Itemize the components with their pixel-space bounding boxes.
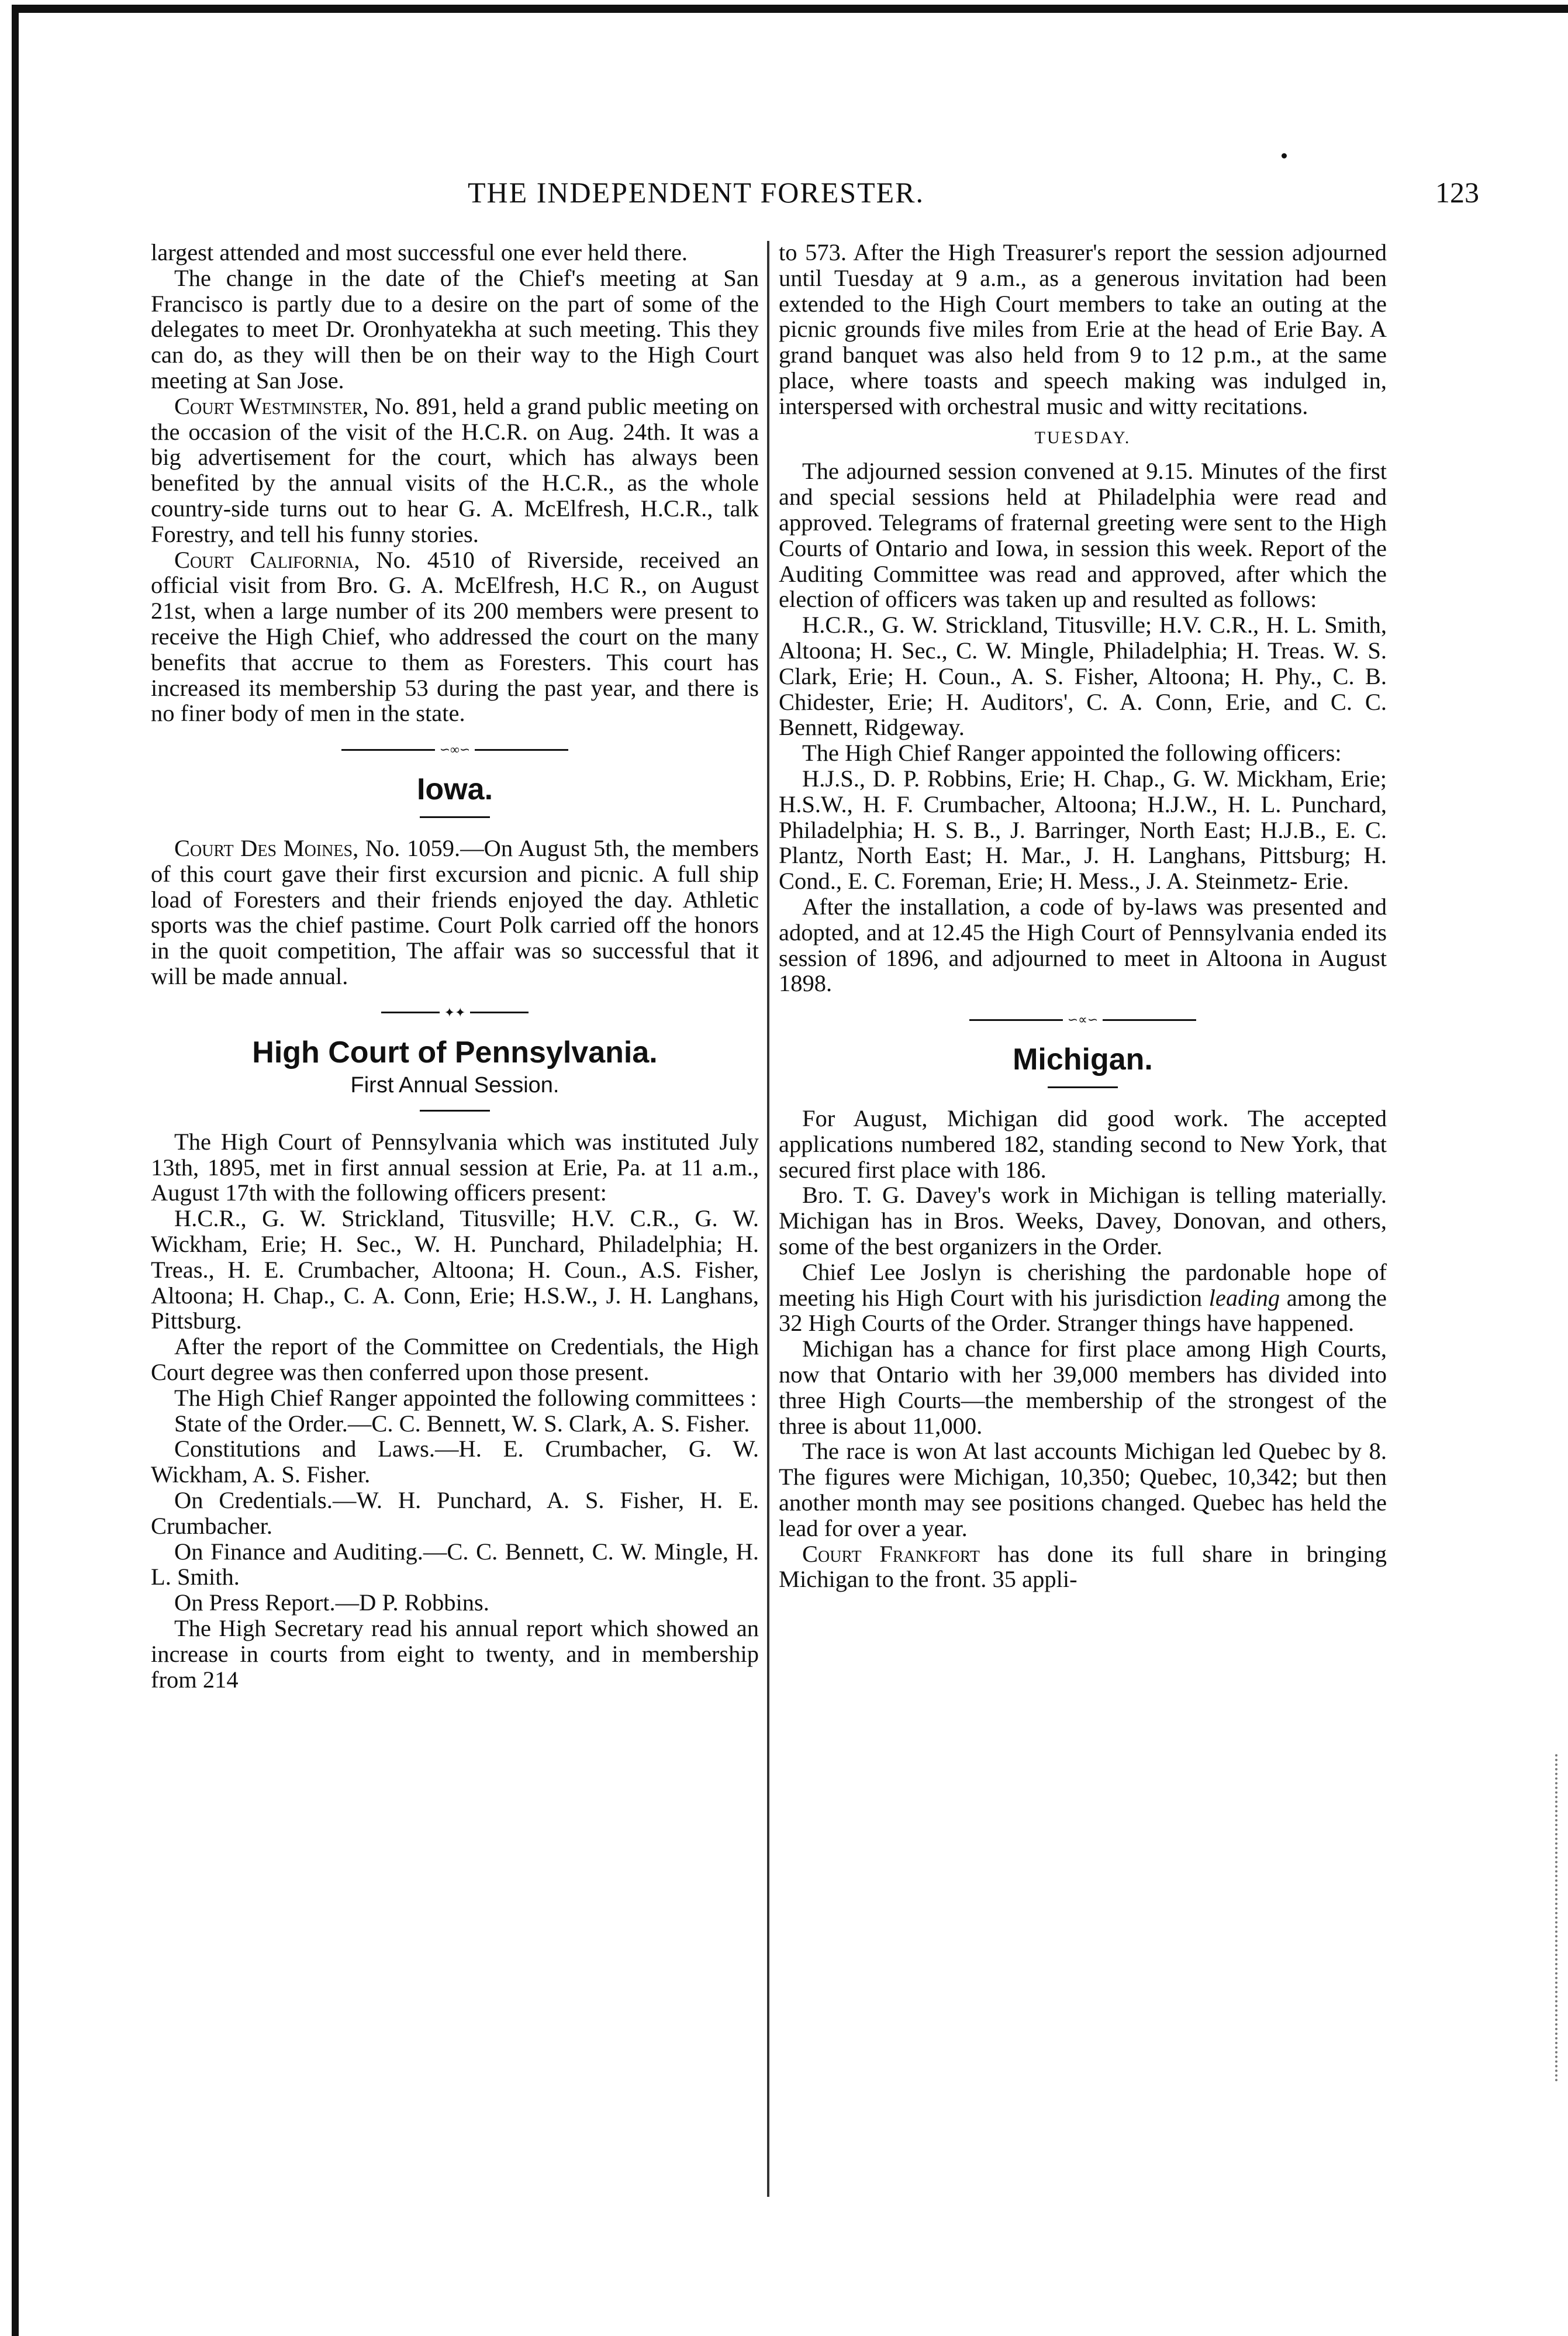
paragraph: H.J.S., D. P. Robbins, Erie; H. Chap., G. W. Mickham, Erie; H.S.W., H. F. Crumbacher, Altoona; H.J.W., H. L. Punchard, Philadelphia; H. S. B., J. Barringer, North East; H.J.B., E. C. Plantz, North East; H. Mar., J. H. Langhans, Pittsburg; H. Cond., E. C. Foreman, Erie; H. Mess., J. A. Steinmetz- Erie. xyxy=(779,765,1387,895)
title-rule xyxy=(1048,1086,1118,1088)
paragraph: Bro. T. G. Davey's work in Michigan is telling materially. Michigan has in Bros. Weeks, Davey, Donovan, and others, some of the best organizers in the Order. xyxy=(779,1182,1387,1260)
page-number: 123 xyxy=(1435,176,1479,209)
ink-dot xyxy=(1282,153,1287,158)
paragraph: For August, Michigan did good work. The accepted applications numbered 182, standing second to New York, that secured first place with 186. xyxy=(779,1105,1387,1183)
paragraph-text: has done its full share in bringing Michigan to the front. 35 appli- xyxy=(779,1540,1387,1593)
paragraph: The High Chief Ranger appointed the following officers: xyxy=(802,740,1342,767)
paragraph: H.C.R., G. W. Strickland, Titusville; H.V. C.R., G. W. Wickham, Erie; H. Sec., W. H. Punchard, Philadelphia; H. Treas., H. E. Crumbacher, Altoona; H. Coun., A.S. Fisher, Altoona; H. Chap., C. A. Conn, Erie; H.S.W., J. H. Langhans, Pittsburg. xyxy=(151,1205,759,1334)
page-left-border xyxy=(12,5,19,2336)
ornament-mark: ✦✦ xyxy=(444,1005,466,1020)
title-rule xyxy=(420,816,490,818)
paragraph xyxy=(779,1260,1387,1336)
section-ornament xyxy=(151,737,759,761)
court-name: Court Westminster, xyxy=(174,392,369,419)
paragraph-text: No. 1059.—On August 5th, the members of this court gave their first excursion and picnic. A full ship load of Foresters and their friends enjoyed the day. Athletic sports was the chief pastime. Court Polk carried off the honors in the quoit competition, The affair was so successful that it will be made annual. xyxy=(151,835,759,990)
paragraph: On Credentials.—W. H. Punchard, A. S. Fisher, H. E. Crumbacher. xyxy=(151,1486,759,1539)
paragraph-text: No. 4510 of Riverside, received an official visit from Bro. G. A. McElfresh, H.C R., on August 21st, when a large number of its 200 members were present to receive the High Chief, who addressed the court on the many benefits that accrue to them as Foresters. This court has increased its membership 53 during the past year, and there is no finer body of men in the state. xyxy=(151,546,759,727)
paragraph: largest attended and most successful one ever held there. xyxy=(151,239,688,265)
ornament-mark: ∽∝∽ xyxy=(1067,1012,1099,1027)
paragraph: H.C.R., G. W. Strickland, Titusville; H.V. C.R., H. L. Smith, Altoona; H. Sec., C. W. Mingle, Philadelphia; H. Treas. W. S. Clark, Erie; H. Coun., A. S. Fisher, Altoona; H. Phy., C. B. Chidester, Erie; H. Auditors', C. A. Conn, Erie, and C. C. Bennett, Ridgeway. xyxy=(779,612,1387,741)
paragraph-text: No. 891, held a grand public meeting on the occasion of the visit of the H.C.R. on Aug. 24th. It was a big advertisement for the court, which has always been benefited by the annual visits of the H.C.R., as the whole country-side turns out to hear G. A. McElfresh, H.C.R., talk Forestry, and tell his funny stories. xyxy=(151,392,759,547)
section-ornament xyxy=(151,1000,759,1024)
court-name: Court California, xyxy=(174,546,360,573)
paragraph xyxy=(151,394,759,547)
paragraph: After the installation, a code of by-laws was presented and adopted, and at 12.45 the High Court of Pennsylvania ended its session of 1896, and adjourned to meet in Altoona in August 1898. xyxy=(779,893,1387,997)
section-ornament xyxy=(779,1007,1387,1031)
paragraph: The High Secretary read his annual report which showed an increase in courts from eight to twenty, and in membership from 214 xyxy=(151,1614,759,1693)
paragraph: On Finance and Auditing.—C. C. Bennett, C. W. Mingle, H. L. Smith. xyxy=(151,1538,759,1590)
ornament-mark: ∽∞∽ xyxy=(439,742,471,757)
left-column xyxy=(151,240,759,1692)
paragraph: The High Chief Ranger appointed the following committees : xyxy=(174,1384,757,1411)
paragraph xyxy=(779,1541,1387,1593)
court-name: Court Des Moines, xyxy=(174,835,359,862)
paragraph: The High Court of Pennsylvania which was instituted July 13th, 1895, met in first annual session at Erie, Pa. at 11 a.m., August 17th with the following officers present: xyxy=(151,1128,759,1206)
column-divider xyxy=(767,241,769,2197)
paragraph xyxy=(151,836,759,989)
paragraph: Constitutions and Laws.—H. E. Crumbacher, G. W. Wickham, A. S. Fisher. xyxy=(151,1436,759,1488)
emphasis-text: leading xyxy=(1208,1284,1280,1311)
paragraph: The adjourned session convened at 9.15. Minutes of the first and special sessions held at Philadelphia were read and approved. Telegrams of fraternal greeting were sent to the High Courts of Ontario and Iowa, in session this week. Report of the Auditing Committee was read and approved, after which the election of officers was taken up and resulted as follows: xyxy=(779,458,1387,613)
page-top-border xyxy=(12,5,1568,13)
paragraph: The race is won At last accounts Michigan led Quebec by 8. The figures were Michigan, 10,350; Quebec, 10,342; but then another month may see positions changed. Quebec has held the lead for over a year. xyxy=(779,1438,1387,1541)
paragraph: The change in the date of the Chief's meeting at San Francisco is partly due to a desire on the part of some of the delegates to meet Dr. Oronhyatekha at such meeting. This they can do, as they will then be on their way to the High Court meeting at San Jose. xyxy=(151,264,759,394)
section-subtitle: First Annual Session. xyxy=(350,1072,559,1098)
section-title-pennsylvania: High Court of Pennsylvania. xyxy=(252,1035,658,1069)
paragraph: to 573. After the High Treasurer's report the session adjourned until Tuesday at 9 a.m., as a generous invitation had been extended to the High Court members to take an outing at the picnic grounds five miles from Erie at the head of Erie Bay. A grand banquet was also held from 9 to 12 p.m., at the same place, where toasts and speech making was indulged in, interspersed with orchestral music and witty recitations. xyxy=(779,239,1387,419)
page-header xyxy=(152,175,1479,222)
right-column xyxy=(779,240,1387,1592)
section-title-iowa: Iowa. xyxy=(416,772,493,807)
section-title-michigan: Michigan. xyxy=(1013,1043,1153,1077)
paragraph xyxy=(151,547,759,727)
paragraph: On Press Report.—D P. Robbins. xyxy=(174,1589,489,1616)
title-rule xyxy=(420,1110,490,1112)
running-title: THE INDEPENDENT FORESTER. xyxy=(468,176,925,209)
paragraph-text: among the 32 High Courts of the Order. Stranger things have happened. xyxy=(779,1284,1387,1337)
paragraph: After the report of the Committee on Credentials, the High Court degree was then conferred upon those present. xyxy=(151,1333,759,1385)
paragraph: State of the Order.—C. C. Bennett, W. S. Clark, A. S. Fisher. xyxy=(174,1410,750,1437)
subheading-tuesday: TUESDAY. xyxy=(1034,427,1131,447)
court-name: Court Frankfort xyxy=(802,1540,980,1567)
margin-marks xyxy=(1555,1754,1561,2082)
paragraph: Michigan has a chance for first place among High Courts, now that Ontario with her 39,000 members has divided into three High Courts—the membership of the strongest of the three is about 11,000. xyxy=(779,1336,1387,1439)
paragraph-text: Chief Lee Joslyn is cherishing the pardonable hope of meeting his High Court with his jurisdiction xyxy=(779,1258,1387,1311)
